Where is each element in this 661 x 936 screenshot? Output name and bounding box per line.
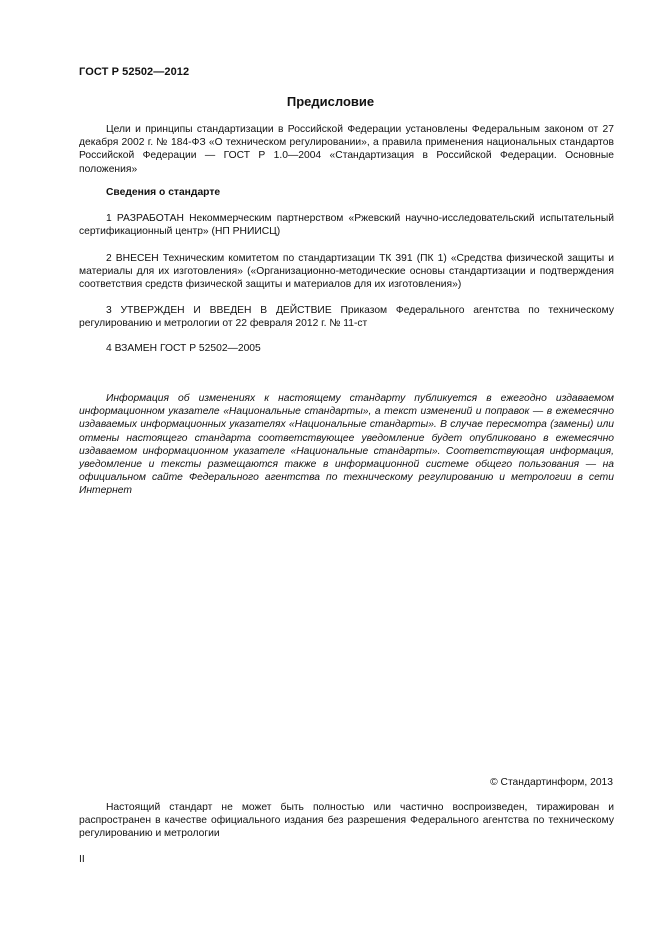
changes-info-note: Информация об изменениях к настоящему стандарту публикуется в ежегодно издаваемом информационном указателе «Национальные стандарты», а текст изменений и поправок — в ежемесячно издаваемых информационных указателях «Национальные стандарты». В случае пересмотра (замены) или отмены настоящего стандарта соответствующее уведомление будет опубликовано в ежемесячно издаваемом информационном указателе «Национальные стандарты». Соответствующая информация, уведомление и тексты размещаются также в информационной системе общего пользования — на официальном сайте Федерального агентства по техническому регулированию и метрологии в сети Интернет: [79, 393, 614, 497]
item-developed: 1 РАЗРАБОТАН Некоммерческим партнерством «Ржевский научно-исследовательский испытательный сертификационный центр» (НП РНИИСЦ): [79, 213, 614, 238]
page-title: Предисловие: [286, 94, 375, 109]
intro-paragraph: Цели и принципы стандартизации в Российской Федерации установлены Федеральным законом от 27 декабря 2002 г. № 184-ФЗ «О техническом регулировании», а правила применения национальных стандартов Российской Федерации — ГОСТ Р 1.0—2004 «Стандартизация в Российской Федерации. Основные положения»: [79, 124, 614, 175]
item-introduced: 2 ВНЕСЕН Техническим комитетом по стандартизации ТК 391 (ПК 1) «Средства физической защиты и материалы для их изготовления» («Организационно-методические основы стандартизации и подтверждения соответствия средств физической защиты и материалов для их изготовления»): [79, 253, 614, 291]
rights-note: Настоящий стандарт не может быть полностью или частично воспроизведен, тиражирован и распространен в качестве официального издания без разрешения Федерального агентства по техническому регулированию и метрологии: [79, 802, 614, 840]
item-approved: 3 УТВЕРЖДЕН И ВВЕДЕН В ДЕЙСТВИЕ Приказом Федерального агентства по техническому регулированию и метрологии от 22 февраля 2012 г. № 11-ст: [79, 305, 614, 330]
item-replaces: 4 ВЗАМЕН ГОСТ Р 52502—2005: [106, 343, 261, 354]
copyright-line: © Стандартинформ, 2013: [490, 777, 613, 788]
page-number: II: [79, 854, 85, 865]
section-subheading: Сведения о стандарте: [106, 187, 221, 198]
standard-code-header: ГОСТ Р 52502—2012: [79, 66, 190, 78]
